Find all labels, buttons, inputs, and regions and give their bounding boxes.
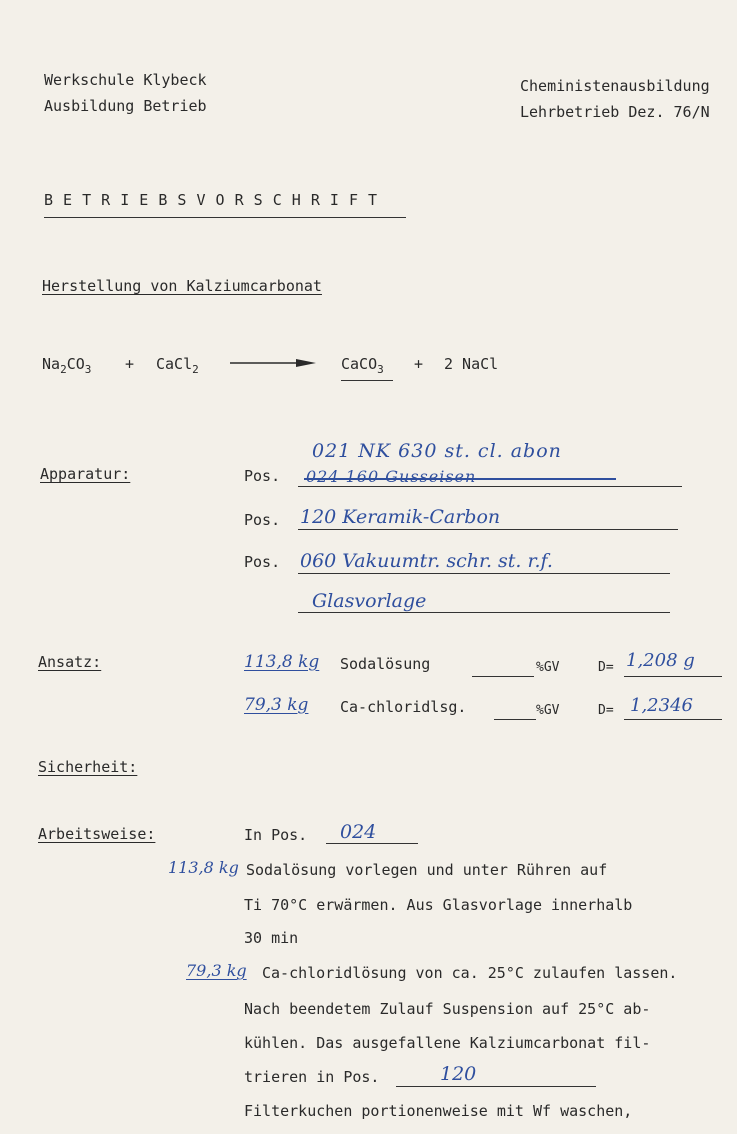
equation-plus-2: + bbox=[414, 355, 424, 373]
arbeitsweise-line-4: Ca-chloridlösung von ca. 25°C zulaufen lassen. bbox=[262, 964, 678, 982]
equation-plus-1: + bbox=[125, 355, 135, 373]
arbeitsweise-line-3: 30 min bbox=[244, 929, 299, 947]
title-underline bbox=[44, 217, 406, 218]
ansatz-row2-density-label: D= bbox=[598, 703, 614, 718]
arbeitsweise-amount-2: 79,3 kg bbox=[186, 961, 247, 980]
apparatur-pos1-struck-entry: 024 160 Gusseisen bbox=[306, 467, 477, 486]
header-program: Cheministenausbildung bbox=[520, 77, 710, 95]
product-underline bbox=[341, 380, 393, 381]
ansatz-row1-density-line bbox=[624, 676, 722, 677]
ansatz-row1-substance: Sodalösung bbox=[340, 655, 431, 673]
apparatur-pos3b-handwritten: Glasvorlage bbox=[312, 590, 427, 612]
ansatz-row2-substance: Ca-chloridlsg. bbox=[340, 698, 467, 716]
ansatz-row1-percent-blank bbox=[472, 676, 534, 677]
apparatur-pos3b-line bbox=[298, 612, 670, 613]
apparatur-pos3-label: Pos. bbox=[244, 553, 281, 571]
ansatz-row1-amount: 113,8 kg bbox=[244, 652, 320, 672]
arbeitsweise-in-pos-label: In Pos. bbox=[244, 826, 308, 844]
apparatur-pos1-line bbox=[298, 486, 682, 487]
equation-product-2: 2 NaCl bbox=[444, 355, 499, 373]
strikethrough-line bbox=[304, 478, 616, 480]
arbeitsweise-in-pos-line bbox=[326, 843, 418, 844]
apparatur-label: Apparatur: bbox=[40, 465, 131, 483]
ansatz-row2-amount: 79,3 kg bbox=[244, 695, 309, 715]
apparatur-pos1-label: Pos. bbox=[244, 467, 281, 485]
apparatur-pos3-handwritten: 060 Vakuumtr. schr. st. r.f. bbox=[300, 550, 553, 572]
equation-reactant-2: CaCl$_2$ bbox=[156, 355, 199, 376]
arbeitsweise-line-1: Sodalösung vorlegen und unter Rühren auf bbox=[246, 861, 608, 879]
arbeitsweise-line-7: trieren in Pos. bbox=[244, 1068, 380, 1086]
arbeitsweise-line-6: kühlen. Das ausgefallene Kalziumcarbonat fil- bbox=[244, 1034, 651, 1052]
equation-product-1: CaCO$_3$ bbox=[341, 355, 384, 376]
header-school: Werkschule Klybeck bbox=[44, 71, 207, 89]
equation-reactant-1: $Na_2CO_3$ bbox=[42, 355, 92, 376]
ansatz-label: Ansatz: bbox=[38, 653, 102, 671]
apparatur-pos2-label: Pos. bbox=[244, 511, 281, 529]
document-title: B E T R I E B S V O R S C H R I F T bbox=[44, 191, 378, 209]
arbeitsweise-line-7-blank bbox=[396, 1086, 596, 1087]
ansatz-row1-density-label: D= bbox=[598, 660, 614, 675]
ansatz-row1-density-value: 1,208 g bbox=[626, 650, 695, 671]
ansatz-row2-density-line bbox=[624, 719, 722, 720]
header-reference: Lehrbetrieb Dez. 76/N bbox=[520, 103, 710, 121]
ansatz-row2-unit: %GV bbox=[536, 703, 560, 718]
ansatz-row2-density-value: 1,2346 bbox=[630, 695, 693, 716]
apparatur-pos2-handwritten: 120 Keramik-Carbon bbox=[300, 506, 501, 528]
reaction-arrow-icon bbox=[230, 356, 318, 370]
ansatz-row1-unit: %GV bbox=[536, 660, 560, 675]
arbeitsweise-label: Arbeitsweise: bbox=[38, 825, 156, 843]
arbeitsweise-line-2: Ti 70°C erwärmen. Aus Glasvorlage innerhalb bbox=[244, 896, 633, 914]
header-department: Ausbildung Betrieb bbox=[44, 97, 207, 115]
ansatz-row2-percent-blank bbox=[494, 719, 536, 720]
arbeitsweise-line-7-value: 120 bbox=[440, 1063, 477, 1085]
arbeitsweise-amount-1: 113,8 kg bbox=[168, 858, 239, 877]
sicherheit-label: Sicherheit: bbox=[38, 758, 138, 776]
apparatur-pos1-handwritten: 021 NK 630 st. cl. abon bbox=[312, 440, 562, 462]
apparatur-pos3-line bbox=[298, 573, 670, 574]
document-subtitle: Herstellung von Kalziumcarbonat bbox=[42, 277, 322, 295]
arbeitsweise-in-pos-value: 024 bbox=[340, 821, 377, 843]
arbeitsweise-line-5: Nach beendetem Zulauf Suspension auf 25°C ab- bbox=[244, 1000, 651, 1018]
apparatur-pos2-line bbox=[298, 529, 678, 530]
arbeitsweise-line-8: Filterkuchen portionenweise mit Wf waschen, bbox=[244, 1102, 633, 1120]
